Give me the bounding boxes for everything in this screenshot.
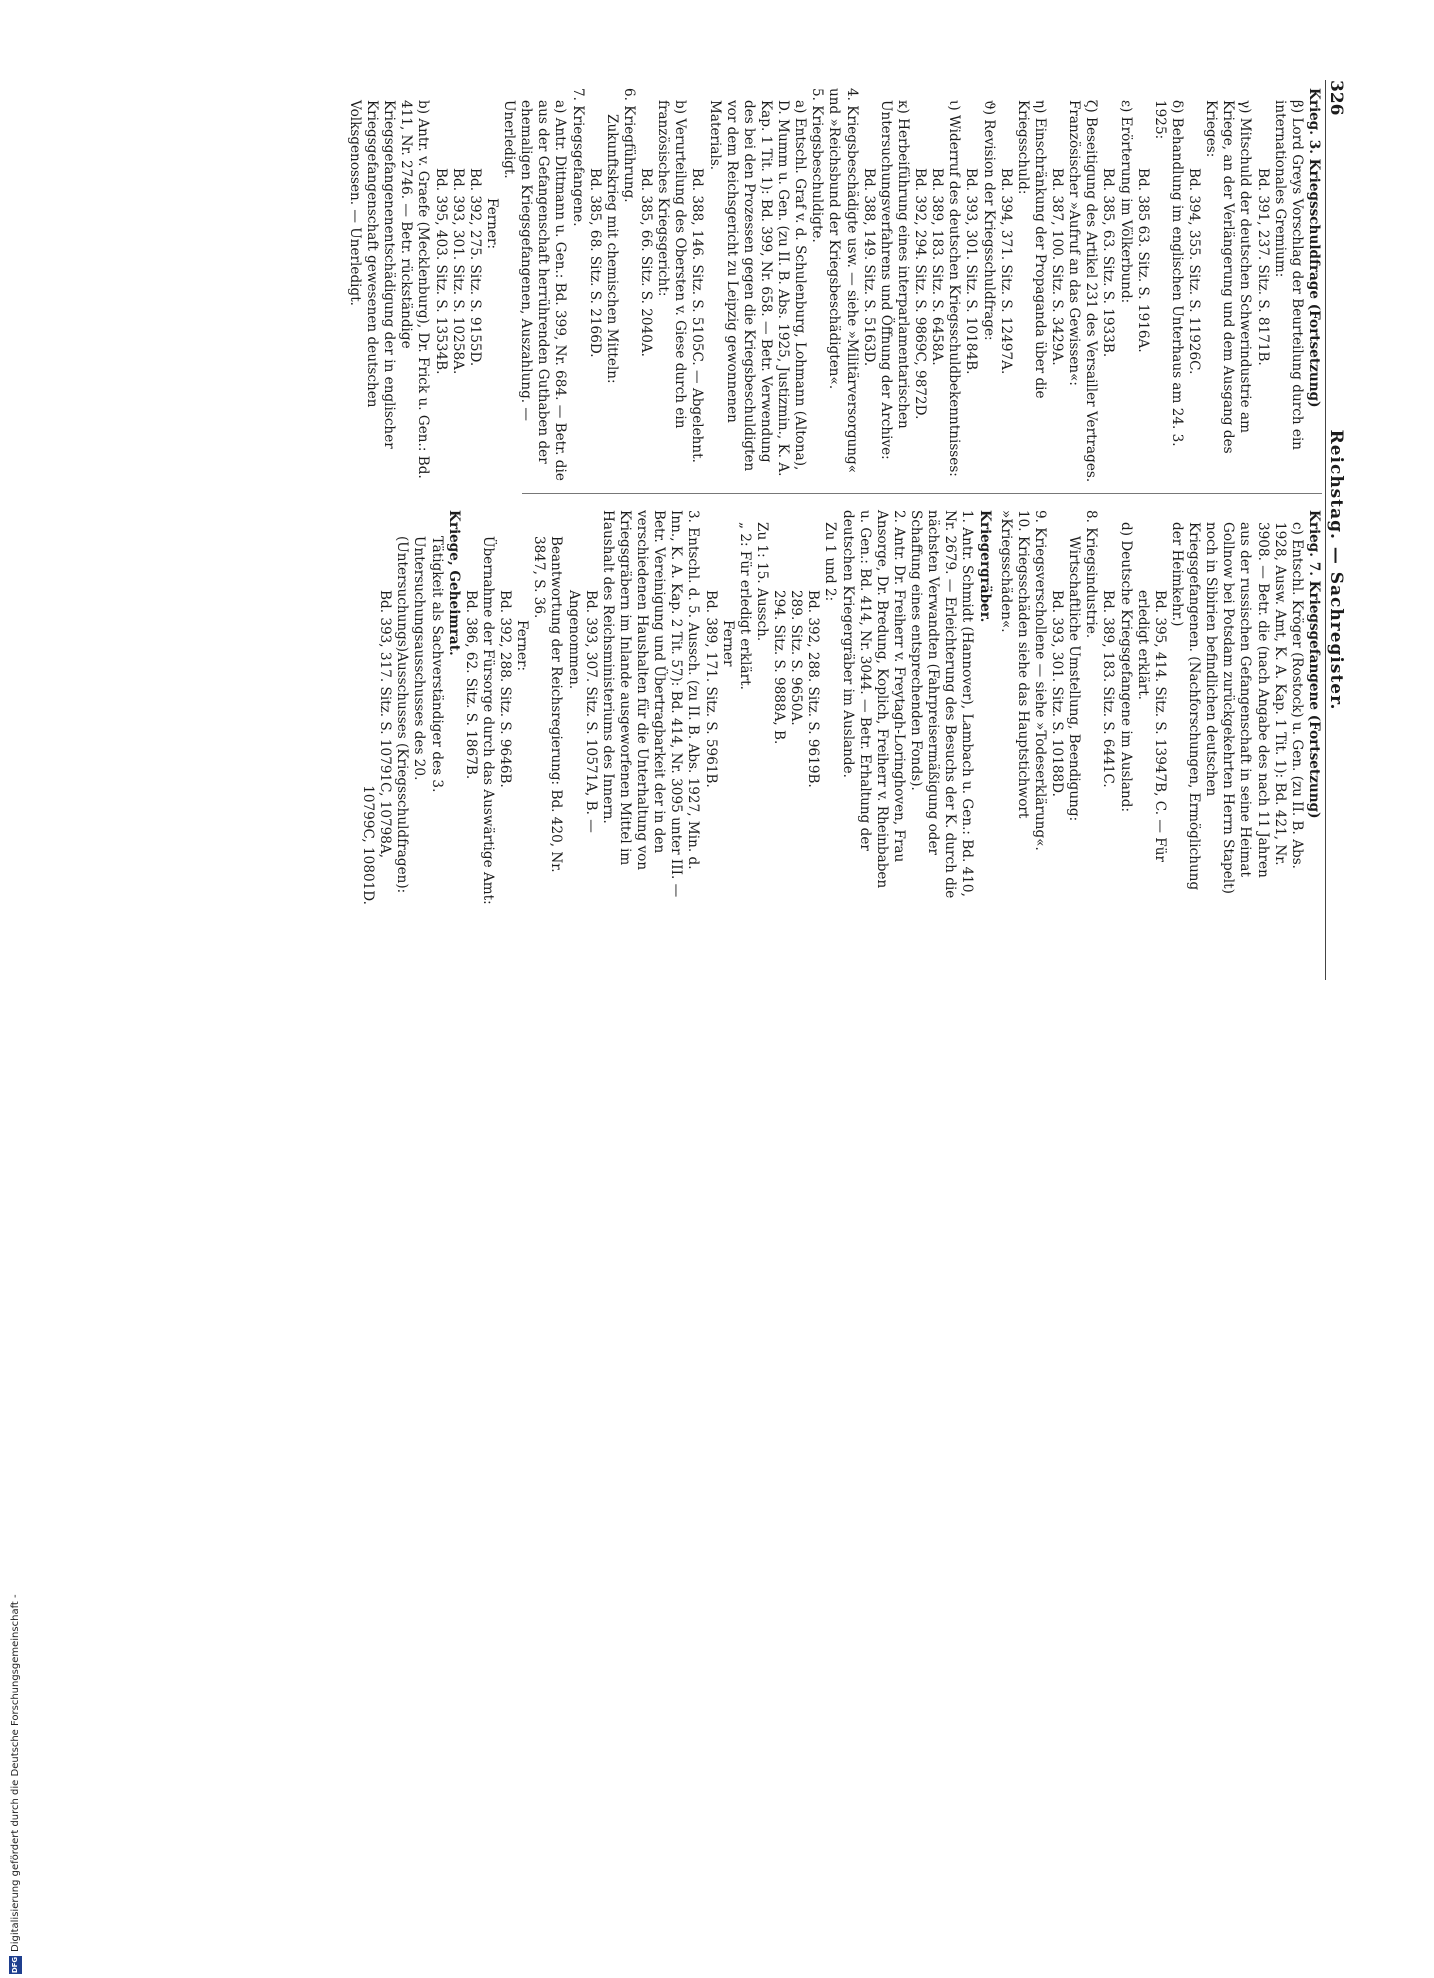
index-entry: 7. Kriegsgefangene.: [569, 88, 586, 227]
index-entry: ι) Widerruf des deutschen Kriegsschuldbekenntnisses:: [946, 100, 963, 477]
index-entry: Kriege, Geheimrat.: [445, 510, 462, 656]
index-entry: Bd. 391, 237. Sitz. S. 8171B.: [1254, 168, 1271, 366]
index-entry: 8. Kriegsindustrie.: [1083, 510, 1100, 639]
index-entry: 10799C, 10801D.: [360, 785, 377, 905]
index-entry: Bd. 388, 149. Sitz. S. 5163D.: [860, 168, 877, 367]
index-entry: κ) Herbeiführung eines interparlamentarischen Untersuchungsverfahrens und Öffnung der Archive:: [877, 100, 911, 460]
index-entry: 294. Sitz. S. 9888A, B.: [771, 590, 788, 745]
index-entry: 10. Kriegsschäden siehe das Hauptstichwort »Kriegsschäden«.: [997, 510, 1031, 819]
column-divider: [522, 493, 1322, 494]
index-entry: Bd. 389, 183. Sitz. S. 6441C.: [1100, 590, 1117, 788]
index-entry: a) Antr. Dittmann u. Gen.: Bd. 399, Nr. 684. — Betr. die aus der Gefangenschaft herrührenden Guthaben der ehemaligen Kriegsgefangenen, Auszahlung. — Unerledigt.: [501, 100, 569, 481]
index-entry: c) Entschl. Kröger (Rostock) u. Gen. (zu II. B. Abs. 1928, Ausw. Amt, K. A. Kap. 1 Tit. 1): Bd. 421, Nr. 3908. — Betr. die (nach Angabe des nach 11 Jahren aus der russischen Gefangenschaft in seine Heimat Gollnow bei Potsdam zurückgekehrten Herrn Stapelt) noch in Sibirien befindlichen deutschen Kriegsgefangenen. (Nachforschungen, Ermöglichung der Heimkehr.): [1169, 522, 1305, 894]
index-entry: 5. Kriegsbeschuldigte.: [809, 88, 826, 243]
left-column: [346, 88, 1322, 483]
index-entry: β) Lord Greys Vorschlag der Beurteilung durch ein internationales Gremium:: [1271, 100, 1305, 451]
index-entry: Bd. 394, 371. Sitz. S. 12497A.: [997, 168, 1014, 375]
page-header: [1325, 80, 1352, 980]
index-entry: 1. Antr. Schmidt (Hannover), Lambach u. Gen.: Bd. 410, Nr. 2679. — Erleichterung des Besuchs der K. durch die nächsten Verwandten (Fahrpreisermäßigung oder Schaffung eines entsprechenden Fonds).: [908, 510, 976, 899]
index-entry: 289. Sitz. S. 9650A.: [788, 590, 805, 726]
index-entry: Bd. 392, 288. Sitz. S. 9646B.: [497, 590, 514, 788]
index-entry: Wirtschaftliche Umstellung, Beendigung:: [1066, 536, 1083, 822]
index-entry: Bd. 393, 317. Sitz. S. 10791C, 10798A,: [377, 590, 394, 859]
index-entry: b) Verurteilung des Obersten v. Giese durch ein französisches Kriegsgericht:: [655, 100, 689, 429]
index-entry: Bd. 385, 63. Sitz. S. 1933B.: [1100, 168, 1117, 358]
index-entry: Bd. 385 63. Sitz. S. 1916A.: [1134, 168, 1151, 353]
index-entry: Kriegergräber.: [976, 510, 993, 623]
index-entry: Bd. 389, 183. Sitz. S. 6458A.: [929, 168, 946, 366]
index-entry: Bd. 392, 275. Sitz. S. 9155D.: [466, 168, 483, 367]
index-entry: d) Deutsche Kriegsgefangene im Ausland:: [1117, 522, 1134, 813]
footer-text: Digitalisierung gefördert durch die Deutsche Forschungsgemeinschaft -: [9, 1594, 21, 1952]
index-entry: δ) Behandlung im englischen Unterhaus am 24. 3. 1925:: [1151, 100, 1185, 447]
index-entry: 3. Entschl. d. 5. Aussch. (zu II. B. Abs. 1927, Min. d. Inn., K. A. Kap. 2 Tit. 57): Bd. 414, Nr. 3095 unter III. — Betr. Vereinigung und Übertragbarkeit der in den verschiedenen Haushalten für die Unterhaltung von Kriegsgräbern im Inlande ausgeworfenen Mittel im Haushalt des Reichsministeriums des Innern.: [599, 510, 702, 898]
index-entry: ε) Erörterung im Völkerbund:: [1117, 100, 1134, 304]
index-entry: Ferner:: [514, 620, 531, 672]
index-entry: γ) Mitschuld der deutschen Schwerindustrie am Kriege, an der Verlängerung und dem Ausgang des Krieges:: [1203, 100, 1254, 454]
index-entry: Zukunftskrieg mit chemischen Mitteln:: [603, 114, 620, 384]
page-number: 326: [1326, 80, 1346, 116]
index-entry: Bd. 393, 301. Sitz. S. 10184B.: [963, 168, 980, 375]
index-entry: Übernahme der Fürsorge durch das Auswärtige Amt:: [480, 536, 496, 905]
index-entry: Bd. 386, 62. Sitz. S. 1867B.: [462, 590, 479, 780]
index-entry: ϑ) Revision der Kriegsschuldfrage:: [980, 100, 997, 341]
index-entry: 6. Kriegführung.: [621, 88, 637, 203]
index-entry: Bd. 388, 146. Sitz. S. 5105C. — Abgelehnt.: [689, 168, 706, 463]
index-entry: Ferner:: [484, 198, 500, 250]
index-entry: a) Entschl. Graf v. d. Schulenburg, Lohmann (Altona), D. Mumm u. Gen. (zu II. B. Abs. 1925, Justizmin., K. A. Kap. 1 Tit. 1): Bd. 399, Nr. 658. — Betr. Verwendung des bei den Prozessen gegen die Kriegsbeschuldigten vor dem Reichsgericht zu Leipzig gewonnenen Materials.: [706, 100, 809, 477]
right-column: [359, 510, 1322, 905]
index-entry: ζ) Beseitigung des Artikel 231 des Versailler Vertrages. Französischer »Aufruf an das Gewissen«:: [1066, 100, 1100, 483]
index-entry: Bd. 385, 66. Sitz. S. 2040A.: [638, 168, 655, 357]
index-entry: Bd. 385, 68. Sitz. S. 2166D.: [586, 168, 603, 358]
index-entry: 2. Antr. Dr. Freiherr v. Freytagh-Loringhoven, Frau Ansorge, Dr. Bredung, Koplich, Freiherr v. Rheinbaben u. Gen.: Bd. 414, Nr. 3044. — Betr. Erhaltung der deutschen Kriegergräber im Auslande.: [839, 510, 907, 889]
index-entry: 4. Kriegsbeschädigte usw. — siehe »Militärversorgung« und »Reichsbund der Kriegsbeschädigten«.: [826, 88, 860, 474]
digitization-footer: [6, 974, 24, 1978]
index-entry: b) Antr. v. Graefe (Mecklenburg), Dr. Frick u. Gen.: Bd. 411, Nr. 2746. — Betr. rückständige Kriegsgefangenenentschädigung der in englischer Kriegsgefangenschaft gewesenen deutschen Volksgenossen. — Unerledigt.: [347, 100, 432, 479]
index-entry: Krieg. 3. Kriegsschuldfrage (Fortsetzung): [1306, 88, 1322, 408]
index-entry: Bd. 392, 294. Sitz. S. 9869C, 9872D.: [912, 168, 929, 420]
index-entry: Bd. 394, 355. Sitz. S. 11926C.: [1186, 168, 1203, 375]
index-entry: η) Einschränkung der Propaganda über die Kriegsschuld:: [1014, 100, 1048, 399]
index-entry: Bd. 393, 307. Sitz. S. 10571A, B. — Angenommen.: [565, 590, 599, 833]
index-entry: 9. Kriegsverschollene — siehe »Todeserklärung«.: [1032, 510, 1048, 851]
index-entry: Bd. 393, 301. Sitz. S. 10188D.: [1049, 590, 1066, 797]
index-entry: „ 2: Für erledigt erklärt.: [736, 522, 753, 690]
index-entry: Zu 1: 15. Aussch.: [754, 522, 770, 642]
index-entry: Tätigkeit als Sachverständiger des 3. Untersuchungsausschusses des 20. (Untersuchungs)Ausschusses (Kriegsschuldfragen):: [394, 536, 445, 894]
index-entry: Bd. 395, 414. Sitz. S. 13947B, C. — Für erledigt erklärt.: [1134, 590, 1168, 862]
index-entry: Krieg. 7. Kriegsgefangene (Fortsetzung): [1306, 510, 1322, 819]
dfg-logo: DFG: [9, 1956, 22, 1974]
index-entry: Bd. 393, 301. Sitz. S. 10258A.: [449, 168, 466, 375]
index-entry: Ferner: [719, 620, 736, 667]
index-entry: Bd. 395, 403. Sitz. S. 13534B.: [432, 168, 449, 375]
index-entry: Bd. 387, 100. Sitz. S. 3429A.: [1049, 168, 1066, 366]
index-entry: Zu 1 und 2:: [822, 522, 839, 602]
index-entry: Beantwortung der Reichsregierung: Bd. 420, Nr. 3847, S. 36.: [531, 536, 565, 873]
index-entry: Bd. 392, 288. Sitz. S. 9619B.: [805, 590, 822, 788]
running-title: Reichstag. — Sachregister.: [1326, 429, 1346, 711]
index-entry: Bd. 389, 171. Sitz. S. 5961B.: [702, 590, 719, 788]
